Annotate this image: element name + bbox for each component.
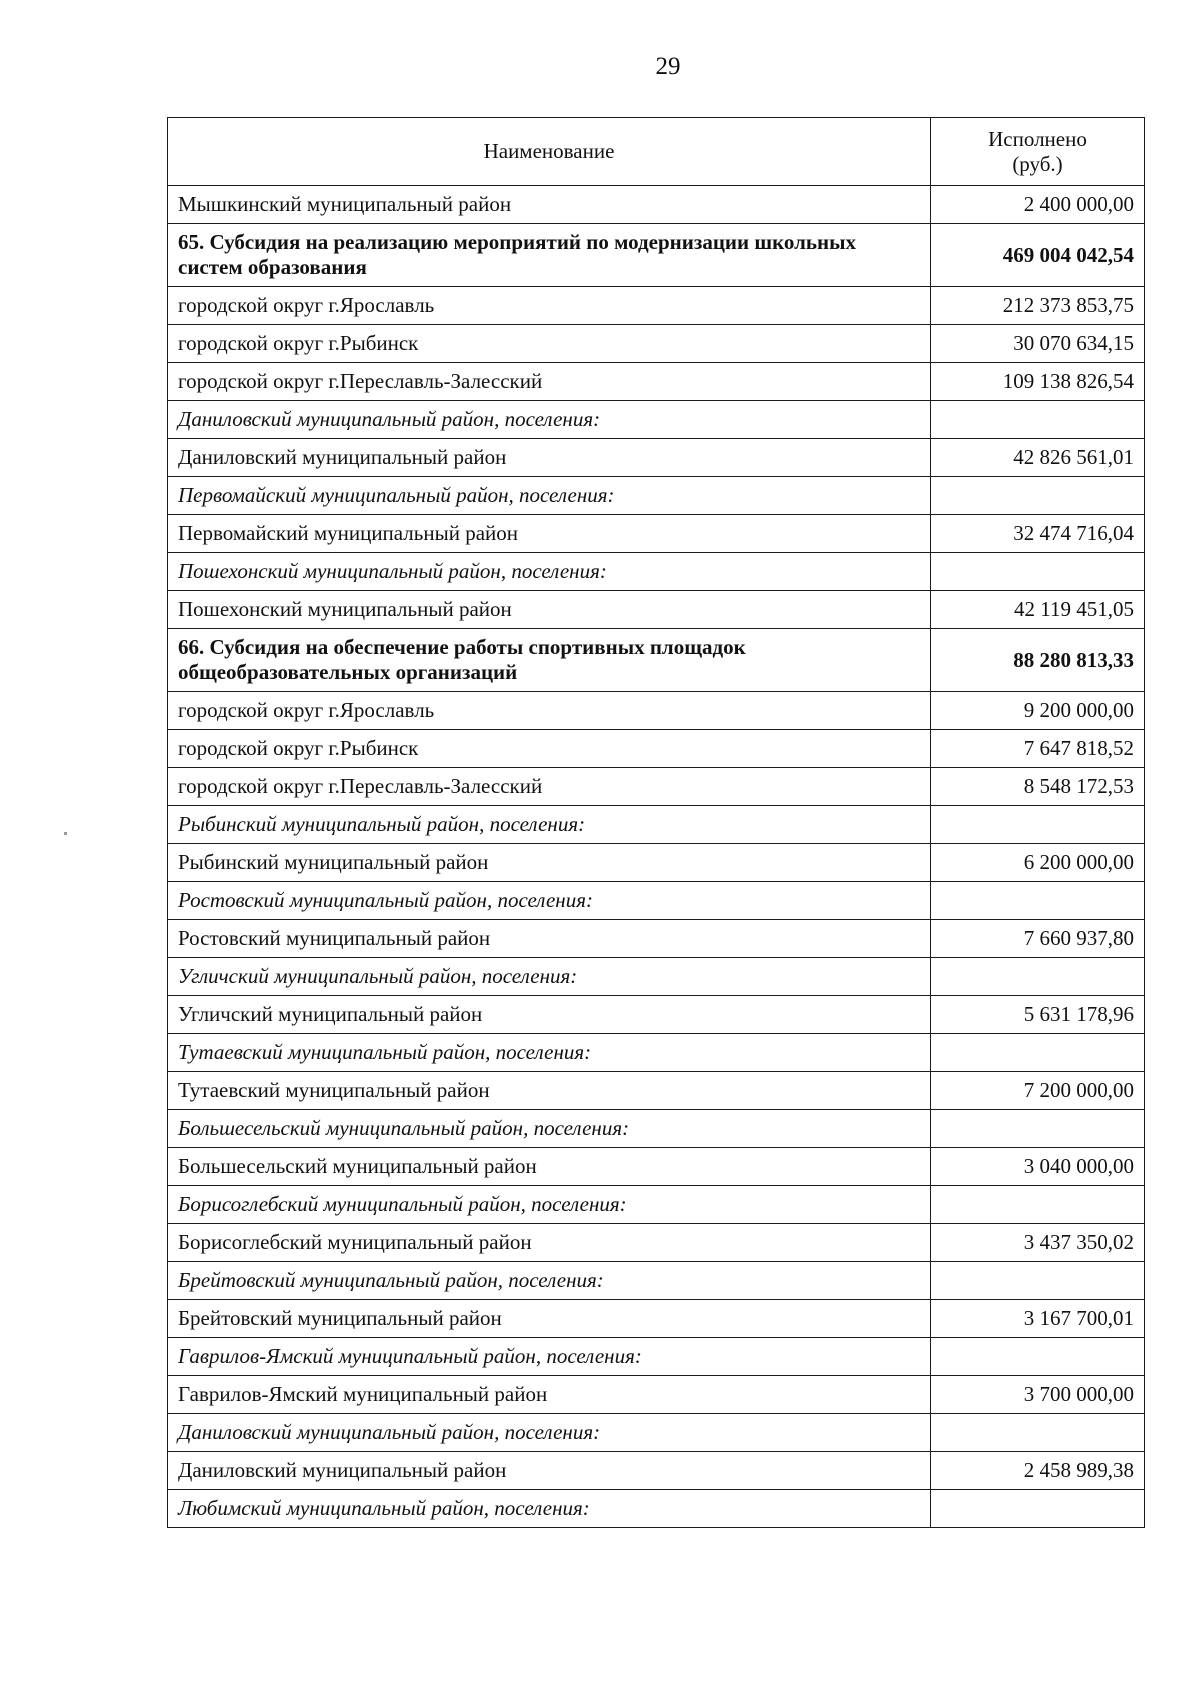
row-name-cell: Первомайский муниципальный район xyxy=(168,515,931,553)
row-name-cell: Брейтовский муниципальный район xyxy=(168,1300,931,1338)
row-value-cell: 3 167 700,01 xyxy=(931,1300,1145,1338)
report-table xyxy=(167,117,1145,1528)
row-name-cell: Рыбинский муниципальный район, поселения: xyxy=(168,806,931,844)
row-name-cell: Первомайский муниципальный район, поселения: xyxy=(168,477,931,515)
row-name-cell: Даниловский муниципальный район xyxy=(168,1452,931,1490)
row-value-cell: 6 200 000,00 xyxy=(931,844,1145,882)
group-label-row xyxy=(168,882,1145,920)
row-value-cell: 2 458 989,38 xyxy=(931,1452,1145,1490)
scan-dot xyxy=(64,832,67,835)
column-header-name: Наименование xyxy=(168,118,931,186)
row-name-cell: Ростовский муниципальный район, поселения: xyxy=(168,882,931,920)
row-value-cell: 9 200 000,00 xyxy=(931,692,1145,730)
row-value-cell xyxy=(931,806,1145,844)
row-value-cell xyxy=(931,1262,1145,1300)
row-name-cell: Борисоглебский муниципальный район, поселения: xyxy=(168,1186,931,1224)
row-name-cell: Даниловский муниципальный район, поселения: xyxy=(168,1414,931,1452)
row-name-cell: Даниловский муниципальный район xyxy=(168,439,931,477)
row-name-cell: Большесельский муниципальный район xyxy=(168,1148,931,1186)
row-value-cell xyxy=(931,1110,1145,1148)
row-value-cell: 5 631 178,96 xyxy=(931,996,1145,1034)
row-name-cell: Мышкинский муниципальный район xyxy=(168,186,931,224)
row-value-cell: 3 040 000,00 xyxy=(931,1148,1145,1186)
row-name-cell: Любимский муниципальный район, поселения: xyxy=(168,1490,931,1528)
row-value-cell: 3 437 350,02 xyxy=(931,1224,1145,1262)
group-label-row xyxy=(168,1034,1145,1072)
row-name-cell: Ростовский муниципальный район xyxy=(168,920,931,958)
row-value-cell: 469 004 042,54 xyxy=(931,224,1145,287)
row-value-cell xyxy=(931,1338,1145,1376)
row-value-cell: 7 660 937,80 xyxy=(931,920,1145,958)
row-value-cell: 30 070 634,15 xyxy=(931,325,1145,363)
row-value-cell: 8 548 172,53 xyxy=(931,768,1145,806)
row-name-cell: Тутаевский муниципальный район, поселения: xyxy=(168,1034,931,1072)
table-row xyxy=(168,730,1145,768)
row-value-cell xyxy=(931,1414,1145,1452)
row-name-cell: Пошехонский муниципальный район, поселения: xyxy=(168,553,931,591)
section-header-row xyxy=(168,224,1145,287)
table-row xyxy=(168,591,1145,629)
row-name-cell: Гаврилов-Ямский муниципальный район, поселения: xyxy=(168,1338,931,1376)
table-row xyxy=(168,1300,1145,1338)
row-value-cell: 42 119 451,05 xyxy=(931,591,1145,629)
table-row xyxy=(168,920,1145,958)
row-value-cell: 212 373 853,75 xyxy=(931,287,1145,325)
row-value-cell xyxy=(931,1186,1145,1224)
row-value-cell xyxy=(931,477,1145,515)
row-value-cell: 2 400 000,00 xyxy=(931,186,1145,224)
table-row xyxy=(168,844,1145,882)
row-name-cell: Борисоглебский муниципальный район xyxy=(168,1224,931,1262)
row-value-cell: 88 280 813,33 xyxy=(931,629,1145,692)
row-name-cell: Большесельский муниципальный район, поселения: xyxy=(168,1110,931,1148)
table-row xyxy=(168,325,1145,363)
group-label-row xyxy=(168,1338,1145,1376)
table-row xyxy=(168,1072,1145,1110)
group-label-row xyxy=(168,1110,1145,1148)
row-name-cell: 65. Субсидия на реализацию мероприятий по модернизации школьных систем образования xyxy=(168,224,931,287)
row-value-cell: 7 200 000,00 xyxy=(931,1072,1145,1110)
group-label-row xyxy=(168,553,1145,591)
row-name-cell: Угличский муниципальный район, поселения: xyxy=(168,958,931,996)
table-row xyxy=(168,996,1145,1034)
row-value-cell xyxy=(931,1034,1145,1072)
group-label-row xyxy=(168,958,1145,996)
row-name-cell: Тутаевский муниципальный район xyxy=(168,1072,931,1110)
row-name-cell: Гаврилов-Ямский муниципальный район xyxy=(168,1376,931,1414)
table-row xyxy=(168,186,1145,224)
page-number: 29 xyxy=(655,53,681,80)
row-name-cell: Брейтовский муниципальный район, поселения: xyxy=(168,1262,931,1300)
row-name-cell: городской округ г.Рыбинск xyxy=(168,730,931,768)
row-name-cell: Даниловский муниципальный район, поселения: xyxy=(168,401,931,439)
row-name-cell: городской округ г.Рыбинск xyxy=(168,325,931,363)
table-row xyxy=(168,692,1145,730)
section-header-row xyxy=(168,629,1145,692)
table-row xyxy=(168,1224,1145,1262)
row-name-cell: городской округ г.Ярославль xyxy=(168,287,931,325)
row-name-cell: городской округ г.Переславль-Залесский xyxy=(168,363,931,401)
row-value-cell xyxy=(931,401,1145,439)
table-row xyxy=(168,287,1145,325)
group-label-row xyxy=(168,806,1145,844)
row-name-cell: Угличский муниципальный район xyxy=(168,996,931,1034)
group-label-row xyxy=(168,1414,1145,1452)
table-row xyxy=(168,1148,1145,1186)
group-label-row xyxy=(168,1490,1145,1528)
group-label-row xyxy=(168,1262,1145,1300)
table-body xyxy=(168,186,1145,1528)
row-value-cell: 42 826 561,01 xyxy=(931,439,1145,477)
group-label-row xyxy=(168,1186,1145,1224)
row-value-cell xyxy=(931,882,1145,920)
row-name-cell: Пошехонский муниципальный район xyxy=(168,591,931,629)
row-value-cell: 3 700 000,00 xyxy=(931,1376,1145,1414)
table-row xyxy=(168,768,1145,806)
group-label-row xyxy=(168,401,1145,439)
row-value-cell xyxy=(931,553,1145,591)
table-row xyxy=(168,439,1145,477)
row-name-cell: городской округ г.Переславль-Залесский xyxy=(168,768,931,806)
row-value-cell xyxy=(931,1490,1145,1528)
row-value-cell: 7 647 818,52 xyxy=(931,730,1145,768)
table-header-row xyxy=(168,118,1145,186)
row-name-cell: 66. Субсидия на обеспечение работы спортивных площадок общеобразовательных организаций xyxy=(168,629,931,692)
row-name-cell: городской округ г.Ярославль xyxy=(168,692,931,730)
table-row xyxy=(168,515,1145,553)
column-header-value xyxy=(931,118,1145,186)
group-label-row xyxy=(168,477,1145,515)
column-header-value-line2: (руб.) xyxy=(1012,151,1063,176)
row-value-cell: 109 138 826,54 xyxy=(931,363,1145,401)
row-value-cell: 32 474 716,04 xyxy=(931,515,1145,553)
column-header-value-line1: Исполнено xyxy=(988,126,1087,151)
table-row xyxy=(168,363,1145,401)
table-row xyxy=(168,1376,1145,1414)
row-name-cell: Рыбинский муниципальный район xyxy=(168,844,931,882)
row-value-cell xyxy=(931,958,1145,996)
table-row xyxy=(168,1452,1145,1490)
